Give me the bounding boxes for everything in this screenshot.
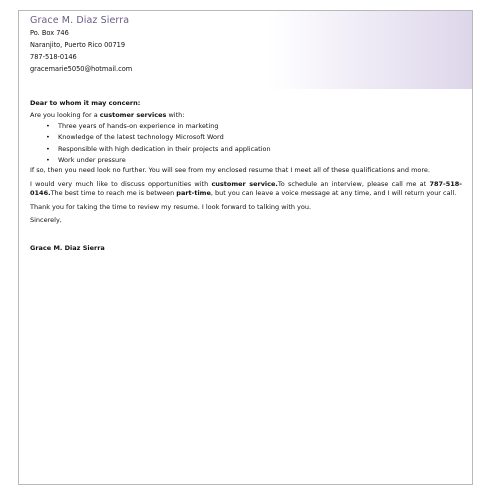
- list-item: [30, 121, 462, 132]
- intro-paragraph: [30, 111, 462, 121]
- phone-number: 787-518-0146: [30, 53, 77, 61]
- letter-body: [30, 99, 462, 254]
- interview-text-4: , but you can leave a voice message at any time, and I will return your call.: [210, 189, 457, 198]
- list-item: [30, 132, 462, 143]
- paragraph-qualifications: If so, then you need look no further. You will see from my enclosed resume that I meet all of these qualifications and more.: [30, 166, 430, 174]
- closing: Sincerely,: [30, 216, 62, 225]
- list-item-text: Responsible with high dedication in their projects and application: [58, 144, 271, 153]
- bullet-icon: •: [46, 133, 50, 142]
- interview-bold-parttime: part-time: [176, 189, 211, 198]
- intro-bold-text: customer services: [99, 110, 167, 119]
- paragraph-thanks: Thank you for taking the time to review my resume. I look forward to talking with you.: [30, 202, 312, 211]
- salutation: Dear to whom it may concern:: [30, 99, 141, 107]
- interview-text-3: The best time to reach me is between: [50, 189, 177, 198]
- bullet-icon: •: [46, 122, 50, 131]
- list-item-text: Knowledge of the latest technology Microsoft Word: [58, 133, 224, 142]
- list-item: [30, 144, 462, 155]
- bullet-icon: •: [46, 144, 50, 153]
- list-item-text: Three years of hands-on experience in marketing: [58, 122, 219, 131]
- address-line-2: Naranjito, Puerto Rico 00719: [30, 41, 126, 49]
- list-item-text: Work under pressure: [58, 155, 126, 164]
- interview-text-1: I would very much like to discuss opportunities with: [30, 179, 212, 188]
- interview-text-2: To schedule an interview, please call me at: [277, 179, 430, 188]
- qualifications-list: [30, 121, 462, 166]
- paragraph-interview: [30, 180, 462, 199]
- intro-text-start: Are you looking for a: [30, 110, 100, 119]
- signature-name: Grace M. Diaz Sierra: [30, 243, 105, 252]
- address-line-1: Po. Box 746: [30, 29, 69, 37]
- letter-page: [18, 10, 473, 485]
- letterhead: [19, 11, 472, 89]
- bullet-icon: •: [46, 155, 50, 164]
- interview-bold-service: customer service.: [211, 179, 278, 188]
- interview-bold-phone: 787-518-0146.: [30, 179, 462, 198]
- intro-text-end: with:: [166, 110, 185, 119]
- email-address: gracemarie5050@hotmail.com: [30, 65, 133, 73]
- sender-name: Grace M. Diaz Sierra: [30, 15, 130, 26]
- list-item: [30, 155, 462, 166]
